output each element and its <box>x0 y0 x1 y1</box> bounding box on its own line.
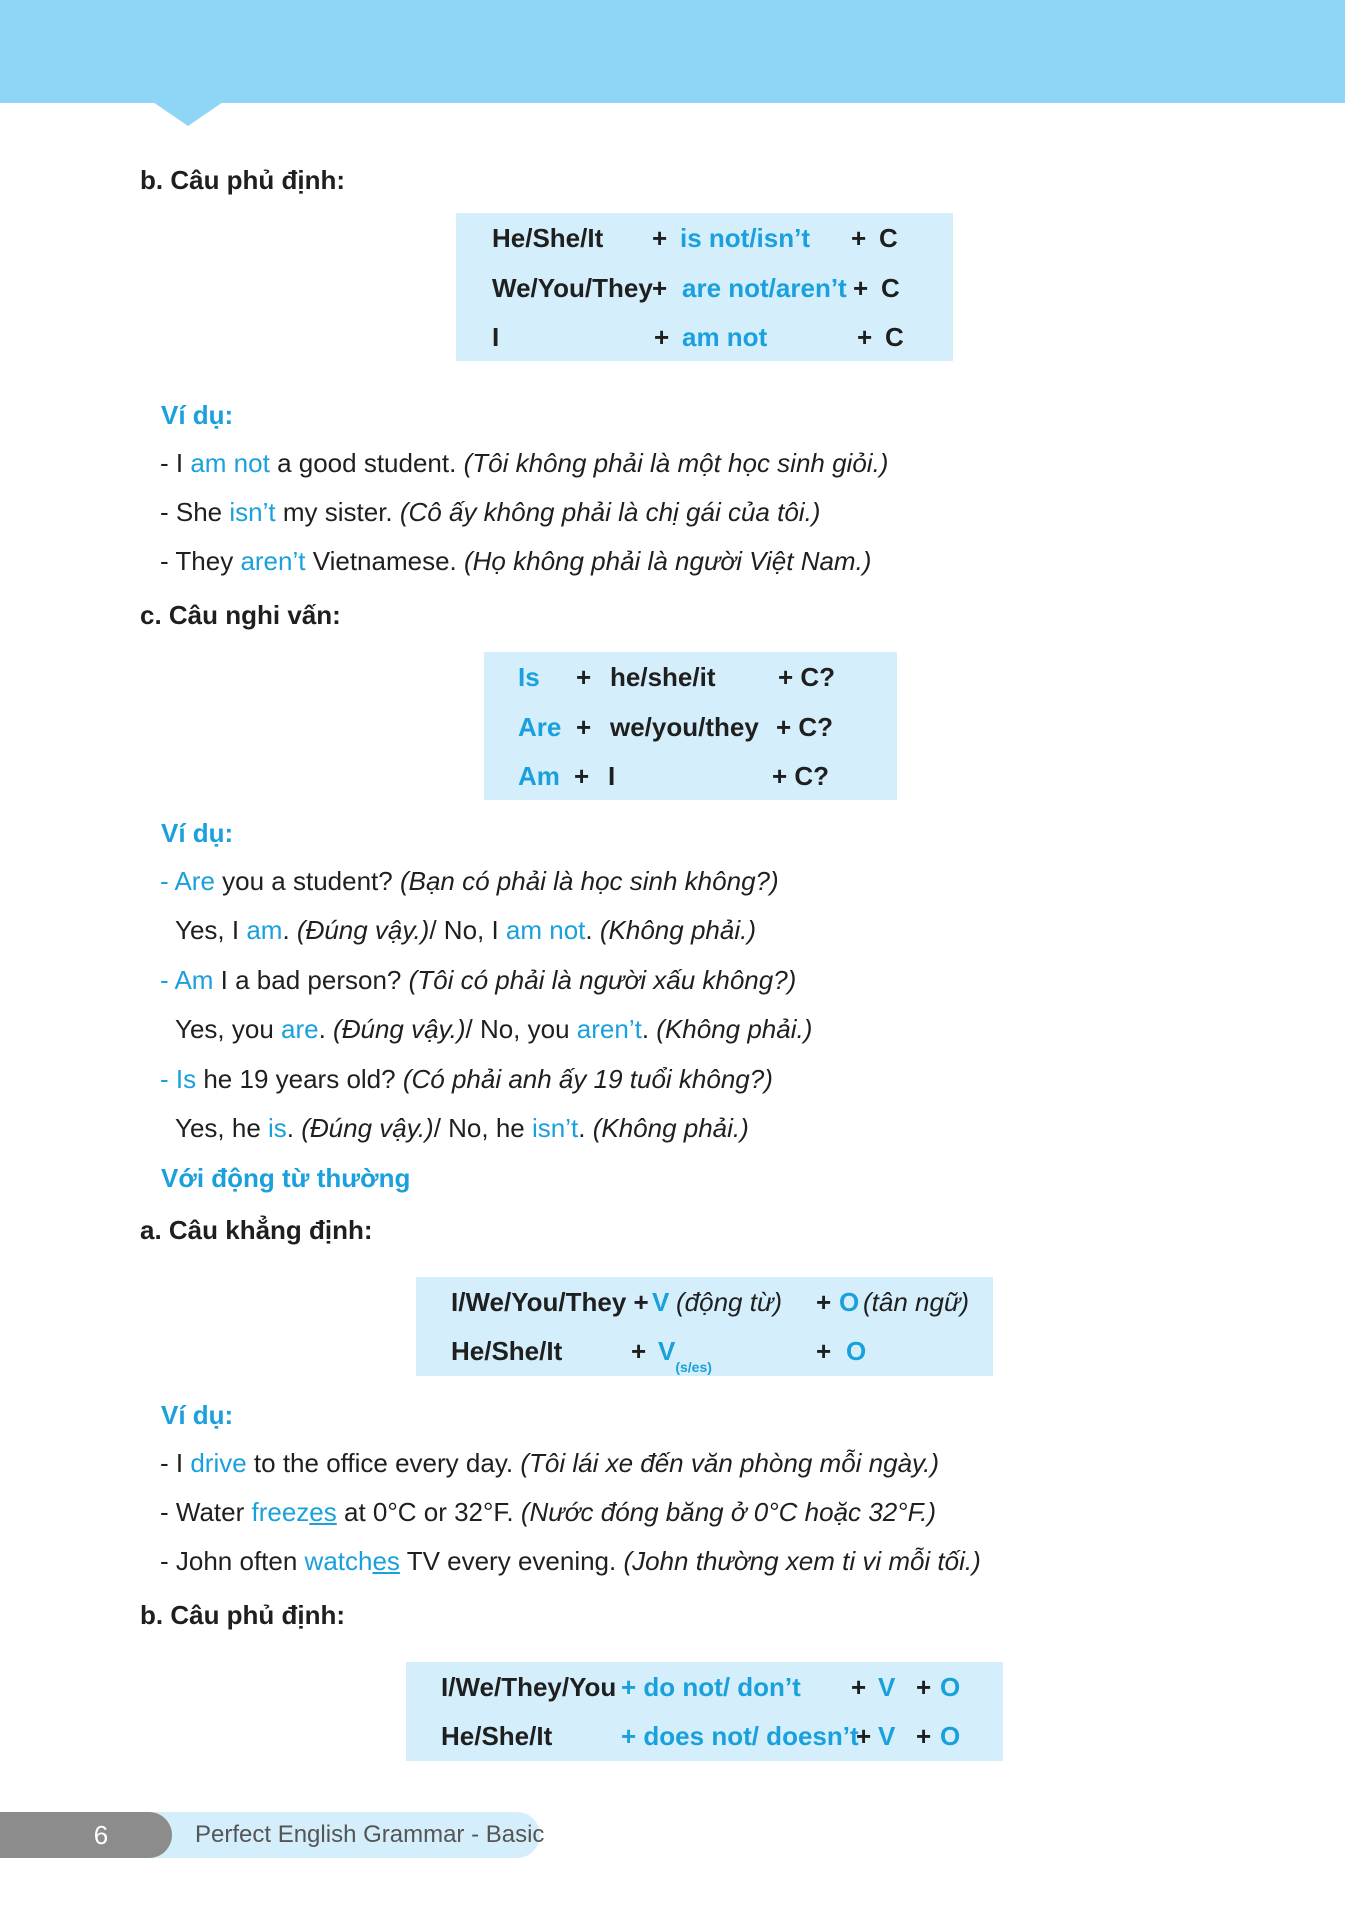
heading-interrogative: c. Câu nghi vấn: <box>140 600 341 630</box>
formula-verb: Am <box>518 761 560 791</box>
formula-complement: C <box>879 223 898 253</box>
formula-verb-note: (động từ) <box>676 1287 783 1317</box>
example-line: - I drive to the office every day. (Tôi lái xe đến văn phòng mỗi ngày.) <box>160 1448 939 1478</box>
formula-plus: + <box>652 223 668 253</box>
example-label: Ví dụ: <box>161 400 234 430</box>
formula-subject: I <box>608 761 616 791</box>
formula-verb: are not/aren’t <box>682 273 847 303</box>
formula-plus: + <box>851 1672 867 1702</box>
formula-verb: V <box>878 1721 896 1751</box>
formula-plus: + <box>576 712 592 742</box>
example-line: - Water freezes at 0°C or 32°F. (Nước đóng băng ở 0°C hoặc 32°F.) <box>160 1497 936 1527</box>
formula-verb: is not/isn’t <box>680 223 810 253</box>
subsection-title-regular-verbs: Với động từ thường <box>161 1163 411 1193</box>
formula-plus: + <box>574 761 590 791</box>
formula-complement: C <box>881 273 900 303</box>
question-line: - Is he 19 years old? (Có phải anh ấy 19 tuổi không?) <box>160 1064 773 1094</box>
formula-complement: + C? <box>776 712 834 742</box>
answer-line: Yes, he is. (Đúng vậy.)/ No, he isn’t. (Không phải.) <box>175 1113 749 1143</box>
formula-object: O <box>940 1721 961 1751</box>
example-line: - John often watches TV every evening. (John thường xem ti vi mỗi tối.) <box>160 1546 981 1576</box>
formula-subject: He/She/It <box>451 1336 563 1366</box>
formula-plus: + <box>816 1287 832 1317</box>
question-line: - Am I a bad person? (Tôi có phải là người xấu không?) <box>160 965 797 995</box>
page-number: 6 <box>93 1820 109 1850</box>
formula-plus: + <box>916 1672 932 1702</box>
formula-box-affirmative <box>416 1277 993 1376</box>
formula-verb: V <box>652 1287 670 1317</box>
example-line: - I am not a good student. (Tôi không phải là một học sinh giỏi.) <box>160 448 889 478</box>
heading-affirmative: a. Câu khẳng định: <box>140 1215 373 1245</box>
formula-complement: + C? <box>772 761 830 791</box>
formula-verb: am not <box>682 322 768 352</box>
formula-object: O <box>940 1672 961 1702</box>
formula-box-negative-regular <box>406 1662 1003 1761</box>
formula-plus: + <box>853 273 869 303</box>
formula-complement: C <box>885 322 904 352</box>
formula-plus: + <box>851 223 867 253</box>
formula-plus: + <box>916 1721 932 1751</box>
banner-notch <box>150 100 226 126</box>
formula-plus: + <box>816 1336 832 1366</box>
formula-object: O <box>839 1287 860 1317</box>
heading-negative-tobe: b. Câu phủ định: <box>140 165 346 195</box>
formula-subject: he/she/it <box>610 662 716 692</box>
page-number-badge <box>0 1812 172 1858</box>
formula-subject: He/She/It <box>492 223 604 253</box>
example-line: - They aren’t Vietnamese. (Họ không phải là người Việt Nam.) <box>160 546 872 576</box>
example-label: Ví dụ: <box>161 1400 234 1430</box>
formula-subject: I/We/You/They + <box>451 1287 649 1317</box>
formula-plus: + <box>652 273 668 303</box>
formula-subject: We/You/They <box>492 273 653 303</box>
formula-subject: He/She/It <box>441 1721 553 1751</box>
question-line: - Are you a student? (Bạn có phải là học sinh không?) <box>160 866 779 896</box>
heading-negative-regular: b. Câu phủ định: <box>140 1600 346 1630</box>
formula-plus: + <box>654 322 670 352</box>
example-label: Ví dụ: <box>161 818 234 848</box>
formula-aux: + do not/ don’t <box>621 1672 801 1702</box>
example-line: - She isn’t my sister. (Cô ấy không phải là chị gái của tôi.) <box>160 497 821 527</box>
formula-plus: + <box>856 1721 872 1751</box>
formula-box-negative-tobe <box>456 213 953 361</box>
formula-subject: I/We/They/You <box>441 1672 617 1702</box>
formula-plus: + <box>857 322 873 352</box>
formula-verb: $V_{(s/es)}$ <box>658 1336 712 1375</box>
book-title: Perfect English Grammar - Basic <box>195 1821 545 1848</box>
formula-plus: + <box>576 662 592 692</box>
formula-verb: Is <box>518 662 540 692</box>
formula-complement: + C? <box>778 662 836 692</box>
answer-line: Yes, I am. (Đúng vậy.)/ No, I am not. (Không phải.) <box>175 915 756 945</box>
formula-subject: we/you/they <box>610 712 759 742</box>
top-banner <box>0 0 1345 103</box>
formula-verb: V <box>878 1672 896 1702</box>
formula-object-note: (tân ngữ) <box>863 1287 970 1317</box>
formula-subject: I <box>492 322 500 352</box>
formula-box-interrogative <box>484 652 897 800</box>
answer-line: Yes, you are. (Đúng vậy.)/ No, you aren’t. (Không phải.) <box>175 1014 813 1044</box>
formula-object: O <box>846 1336 867 1366</box>
formula-aux: + does not/ doesn’t <box>621 1721 859 1751</box>
formula-plus: + <box>631 1336 647 1366</box>
formula-verb: Are <box>518 712 562 742</box>
